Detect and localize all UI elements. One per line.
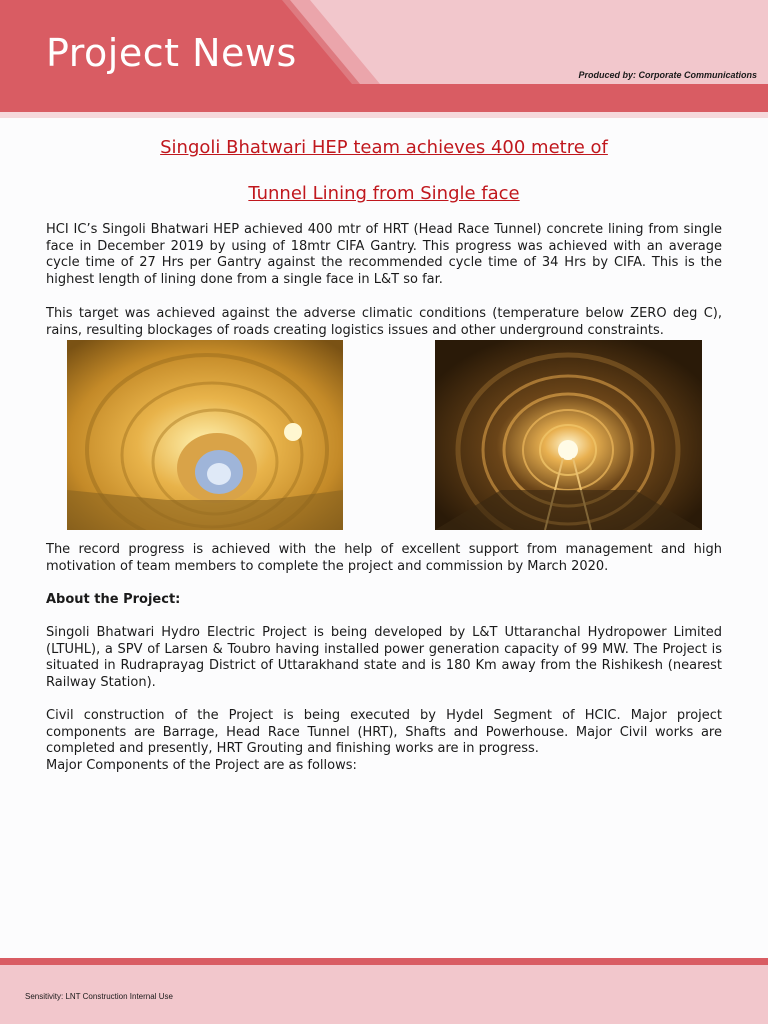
paragraph-conditions: This target was achieved against the adverse climatic conditions (temperature below ZERO deg C), rains, resulting blockages of roads creating logistics issues and other underground constraints. (46, 306, 722, 338)
about-project-heading: About the Project: (46, 592, 181, 607)
tunnel-lining-photo (67, 340, 343, 530)
newsletter-title: Project News (46, 31, 297, 75)
paragraph-achievement: HCI IC’s Singoli Bhatwari HEP achieved 400 mtr of HRT (Head Race Tunnel) concrete lining from single face in December 2019 by using of 18mtr CIFA Gantry. This progress was achieved with an average cycle time of 27 Hrs per Gantry against the recommended cycle time of 34 Hrs by CIFA. This is the highest length of lining done from a single face in L&T so far. (46, 222, 722, 287)
paragraph-civil-construction: Civil construction of the Project is being executed by Hydel Segment of HCIC. Major project components are Barrage, Head Race Tunnel (HRT), Shafts and Powerhouse. Major Civil works are completed and presently, HRT Grouting and finishing works are in progress. (46, 708, 722, 757)
paragraph-project-overview: Singoli Bhatwari Hydro Electric Project is being developed by L&T Uttaranchal Hydropower Limited (LTUHL), a SPV of Larsen & Toubro having installed power generation capacity of 99 MW. The Project is situated in Rudraprayag District of Uttarakhand state and is 180 Km away from the Rishikesh (nearest Railway Station). (46, 625, 722, 690)
article-headline-line1: Singoli Bhatwari HEP team achieves 400 metre of (160, 137, 608, 158)
sensitivity-label: Sensitivity: LNT Construction Internal Use (25, 992, 173, 1001)
footer-divider (0, 958, 768, 965)
article-headline-line2: Tunnel Lining from Single face (248, 183, 520, 204)
gantry-tunnel-photo (435, 340, 702, 530)
paragraph-record-progress: The record progress is achieved with the help of excellent support from management and high motivation of team members to complete the project and commission by March 2020. (46, 542, 722, 574)
paragraph-major-components: Major Components of the Project are as follows: (46, 758, 357, 773)
header-banner (0, 0, 768, 118)
produced-by-credit: Produced by: Corporate Communications (578, 70, 757, 80)
